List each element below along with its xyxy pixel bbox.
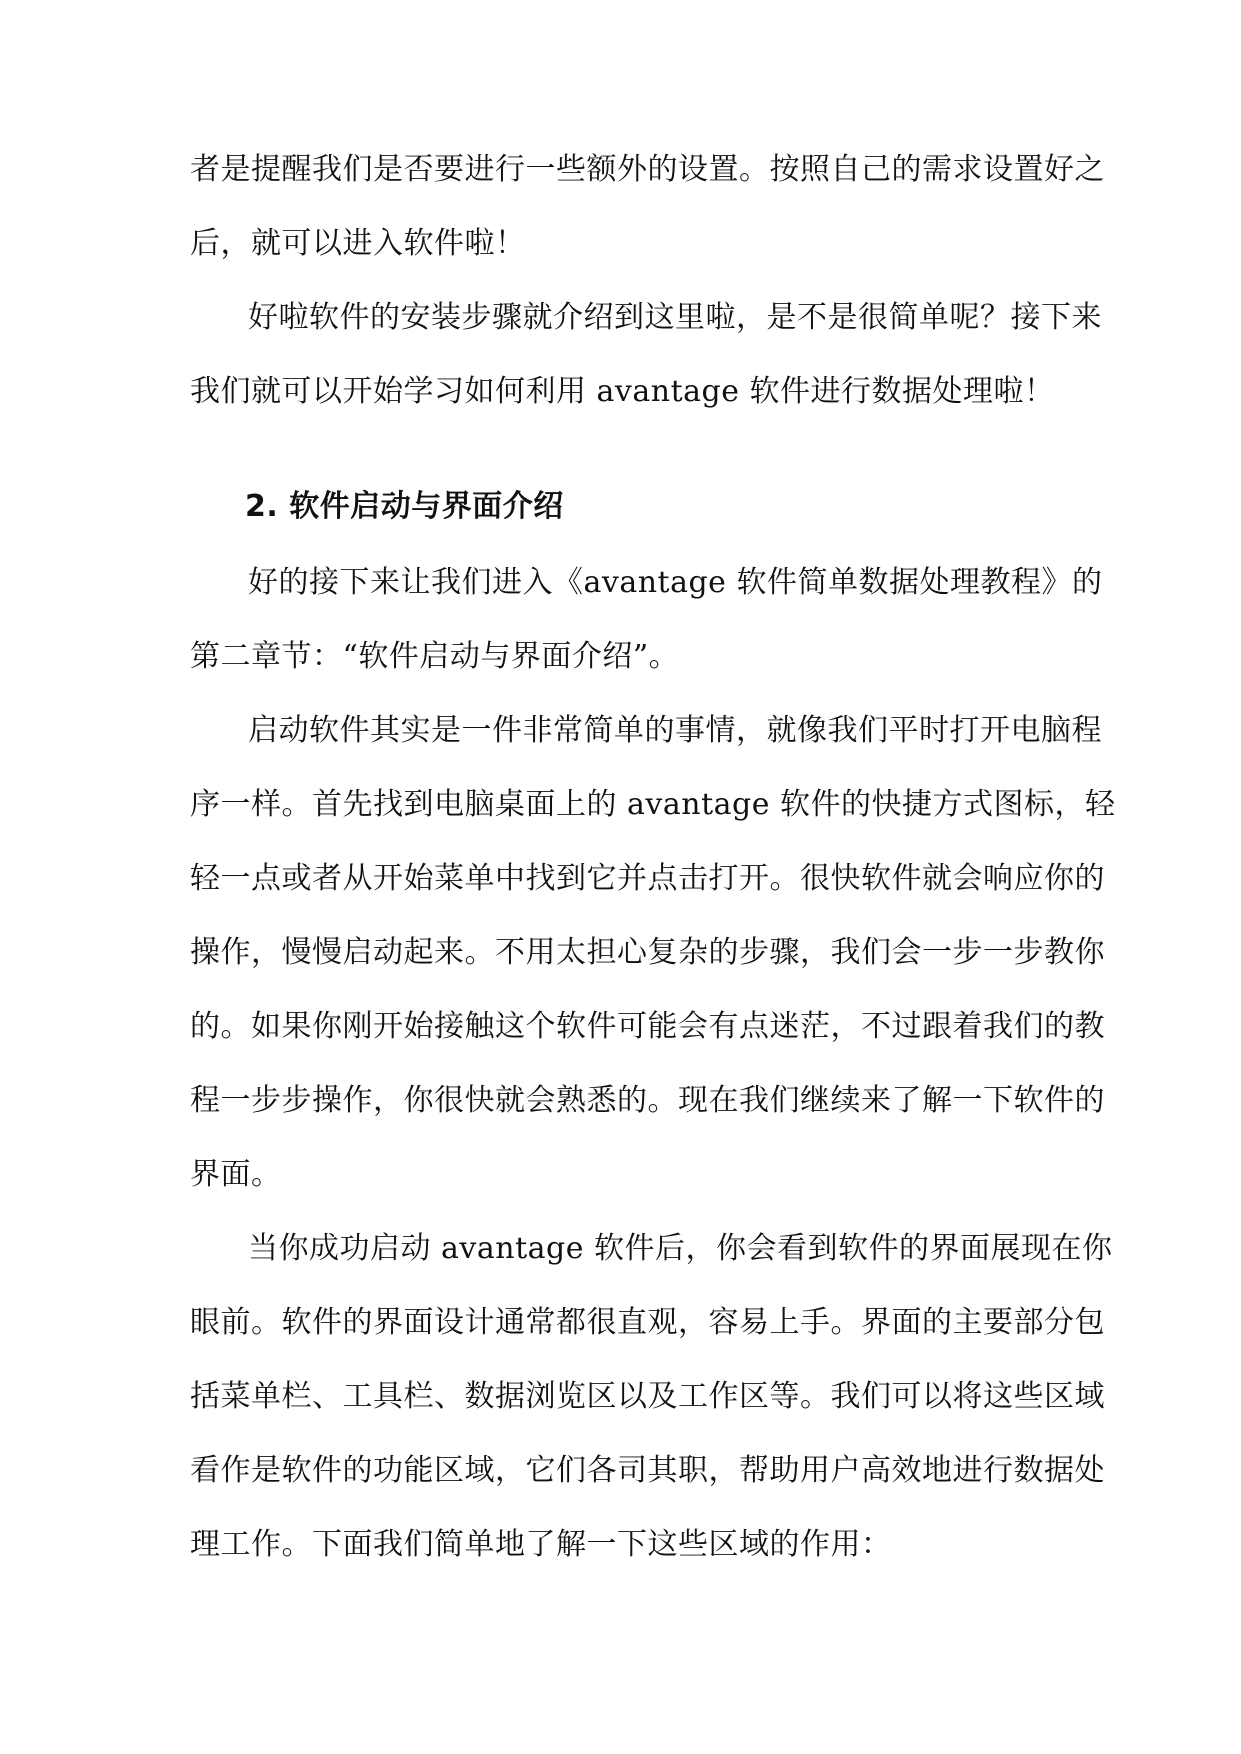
paragraph-5-line-5: 理工作。下面我们简单地了解一下这些区域的作用：: [190, 1527, 892, 1562]
paragraph-4-line-3: 轻一点或者从开始菜单中找到它并点击打开。很快软件就会响应你的: [190, 861, 1105, 896]
paragraph-4-line-5: 的。如果你刚开始接触这个软件可能会有点迷茫，不过跟着我们的教: [190, 1009, 1105, 1044]
paragraph-5-line-4: 看作是软件的功能区域，它们各司其职，帮助用户高效地进行数据处: [190, 1453, 1105, 1488]
paragraph-4-line-4: 操作，慢慢启动起来。不用太担心复杂的步骤，我们会一步一步教你: [190, 935, 1105, 970]
paragraph-2-line-1: 好啦软件的安装步骤就介绍到这里啦，是不是很简单呢？接下来: [248, 300, 1102, 335]
paragraph-4-line-7: 界面。: [190, 1157, 282, 1192]
paragraph-5-line-1: 当你成功启动 avantage 软件后，你会看到软件的界面展现在你: [248, 1231, 1113, 1266]
paragraph-1-line-2: 后，就可以进入软件啦！: [190, 226, 526, 261]
paragraph-5-line-2: 眼前。软件的界面设计通常都很直观，容易上手。界面的主要部分包: [190, 1305, 1105, 1340]
paragraph-4-line-6: 程一步步操作，你很快就会熟悉的。现在我们继续来了解一下软件的: [190, 1083, 1105, 1118]
paragraph-4-line-1: 启动软件其实是一件非常简单的事情，就像我们平时打开电脑程: [248, 713, 1102, 748]
paragraph-3-line-1: 好的接下来让我们进入《avantage 软件简单数据处理教程》的: [248, 565, 1103, 600]
paragraph-5-line-3: 括菜单栏、工具栏、数据浏览区以及工作区等。我们可以将这些区域: [190, 1379, 1105, 1414]
paragraph-3-line-2: 第二章节：“软件启动与界面介绍”。: [190, 639, 680, 674]
section-heading: 2. 软件启动与界面介绍: [245, 489, 564, 524]
paragraph-1-line-1: 者是提醒我们是否要进行一些额外的设置。按照自己的需求设置好之: [190, 152, 1105, 187]
paragraph-4-line-2: 序一样。首先找到电脑桌面上的 avantage 软件的快捷方式图标，轻: [190, 787, 1116, 822]
paragraph-2-line-2: 我们就可以开始学习如何利用 avantage 软件进行数据处理啦！: [190, 374, 1055, 409]
